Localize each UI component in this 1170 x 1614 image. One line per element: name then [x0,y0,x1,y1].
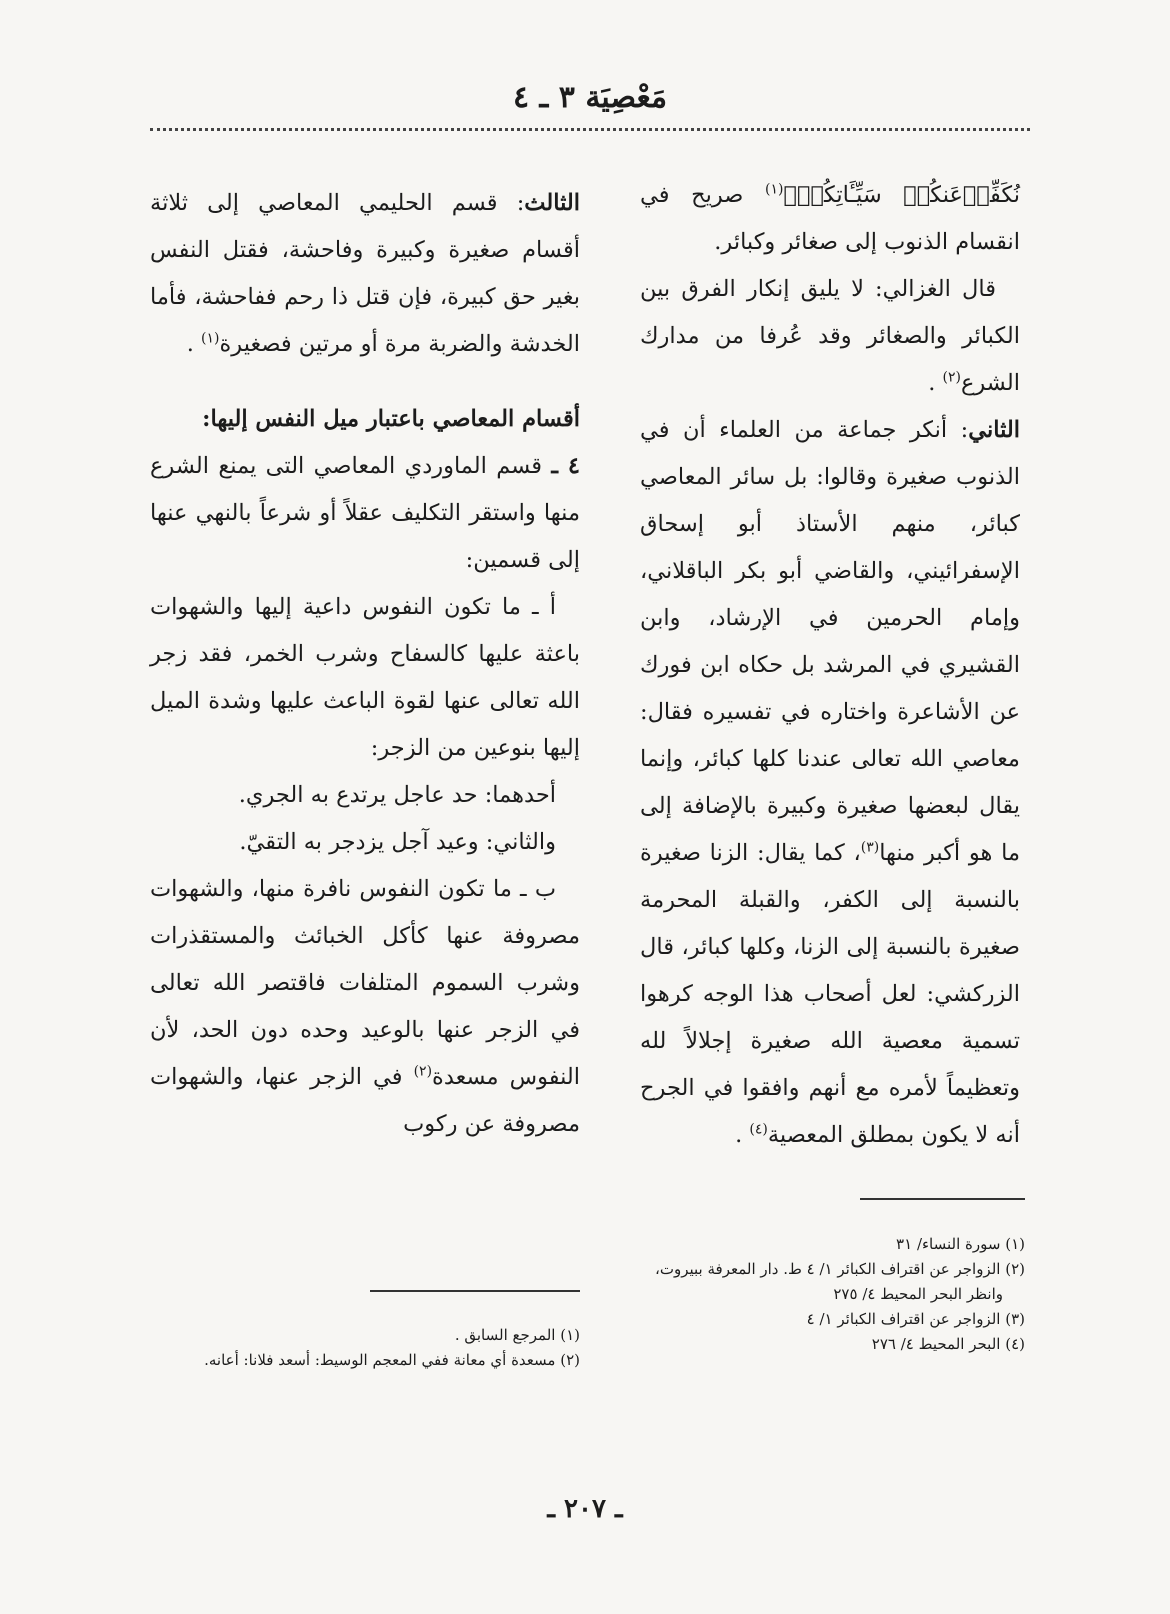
page-header-title: مَعْصِيَة ٣ ـ ٤ [512,80,668,115]
footnote-ref: (١) [764,181,784,198]
paragraph-text: ب ـ ما تكون النفوس نافرة منها، والشهوات مصروفة عنها كأكل الخبائث والمستقذرات وشرب السموم المتلفات فاقتصر الله تعالى في الزجر عنها بالوعيد وحده دون الحد، لأن النفوس مسعدة [150,876,580,1090]
paragraph-first-deterrent: أحدهما: حد عاجل يرتدع به الجري. [238,782,556,808]
footnote: (٢) الزواجر عن اقتراف الكبائر ١/ ٤ ط. دار المعرفة ببيروت، [655,1260,1025,1278]
paragraph-ghazali: قال الغزالي: لا يليق إنكار الفرق بين الكبائر والصغائر وقد عُرفا من مدارك الشرع$^{(٢)}$ . [640,276,1020,396]
paragraph-mawardi [150,443,580,584]
footnote: (٢) مسعدة أي معانة ففي المعجم الوسيط: أسعد فلانا: أعانه. [204,1351,580,1369]
left-column [150,180,580,1148]
header-dotted-rule [150,128,1030,131]
paragraph-text: : أنكر جماعة من العلماء أن في الذنوب صغيرة وقالوا: بل سائر المعاصي كبائر، منهم الأستاذ أبو إسحاق الإسفرائيني، والقاضي أبو بكر الباقلاني، وإمام الحرمين في الإرشاد، وابن القشيري في المرشد بل حكاه ابن فورك عن الأشاعرة واختاره في تفسيره فقال: معاصي الله تعالى عندنا كلها كبائر، وإنما يقال لبعضها صغيرة وكبيرة بالإضافة إلى ما هو أكبر منها [640,417,1020,866]
footnote-separator [370,1290,580,1292]
paragraph-text: : قسم الحليمي المعاصي إلى ثلاثة أقسام صغيرة وكبيرة وفاحشة، فقتل النفس بغير حق كبيرة، فإن قتل ذا رحم ففاحشة، فأما الخدشة والضربة مرة أو مرتين فصغيرة [150,190,580,357]
footnote-separator [860,1198,1025,1200]
footnote: (٤) البحر المحيط ٤/ ٢٧٦ [871,1335,1025,1353]
paragraph-second-opinion: الثاني: أنكر جماعة من العلماء أن في الذنوب صغيرة وقالوا: بل سائر المعاصي كبائر، منهم الأستاذ أبو إسحاق الإسفرائيني، والقاضي أبو بكر الباقلاني، وإمام الحرمين في الإرشاد، وابن القشيري في المرشد بل حكاه ابن فورك عن الأشاعرة واختاره في تفسيره فقال: معاصي الله تعالى عندنا كلها كبائر، وإنما يقال لبعضها صغيرة وكبيرة بالإضافة إلى ما هو أكبر منها$^{(٣)}$، كما يقال: الزنا صغيرة بالنسبة إلى الكفر، والقبلة المحرمة صغيرة بالنسبة إلى الزنا، وكلها كبائر، قال الزركشي: لعل أصحاب هذا الوجه كرهوا تسمية معصية الله صغيرة إجلالاً لله وتعظيماً لأمره مع أنهم وافقوا في الجرح أنه لا يكون بمطلق المعصية$^{(٤)}$ . [640,417,1020,1148]
footnote: (٣) الزواجر عن اقتراف الكبائر ١/ ٤ [806,1310,1025,1328]
paragraph-label: الثالث [524,190,580,216]
paragraph-text: في الزجر عنها، والشهوات مصروفة عن ركوب [150,1064,580,1137]
footnote: (١) سورة النساء/ ٣١ [896,1235,1025,1253]
footnote-ref: (٣) [860,839,880,856]
quran-verse: نُكَفِّرۡعَنكُمۡ سَيِّـَٔاتِكُمۡ﴾ [783,182,1021,208]
footnote-ref: (٤) [749,1121,768,1138]
right-column [640,172,1020,1159]
paragraph-text: قسم الماوردي المعاصي التى يمنع الشرع منها واستقر التكليف عقلاً أو شرعاً بالنهي عنها إلى قسمين: [150,453,580,573]
footnote: (١) المرجع السابق . [454,1326,580,1344]
paragraph-type-a: أ ـ ما تكون النفوس داعية إليها والشهوات باعثة عليها كالسفاح وشرب الخمر، فقد زجر الله تعالى عنها لقوة الباعث عليها وشدة الميل إليها بنوعين من الزجر: [150,594,580,761]
paragraph-label: الثاني [968,417,1020,443]
footnote-ref: (١) [201,330,220,347]
paragraph-second-deterrent: والثاني: وعيد آجل يزدجر به التقيّ. [239,829,556,855]
footnotes-right [630,1232,1025,1357]
section-heading: أقسام المعاصي باعتبار ميل النفس إليها: [202,406,580,432]
paragraph-text: قال الغزالي: لا يليق إنكار الفرق بين الكبائر والصغائر وقد عُرفا من مدارك الشرع [640,276,1020,396]
paragraph-text: صريح في انقسام الذنوب إلى صغائر وكبائر. [640,182,1020,255]
paragraph-third-opinion: الثالث: قسم الحليمي المعاصي إلى ثلاثة أقسام صغيرة وكبيرة وفاحشة، فقتل النفس بغير حق كبيرة، فإن قتل ذا رحم ففاحشة، فأما الخدشة والضربة مرة أو مرتين فصغيرة$^{(١)}$ . [150,190,580,357]
page-number: ـ ٢٠٧ ـ [547,1494,623,1524]
footnote-ref: (٢) [942,369,961,386]
paragraph-text: ، كما يقال: الزنا صغيرة بالنسبة إلى الكفر، والقبلة المحرمة صغيرة بالنسبة إلى الزنا، وكلها كبائر، قال الزركشي: لعل أصحاب هذا الوجه كرهوا تسمية معصية الله صغيرة إجلالاً لله وتعظيماً لأمره مع أنهم وافقوا في الجرح أنه لا يكون بمطلق المعصية [640,840,1020,1148]
section-number: ٤ ـ [551,453,581,479]
footnotes-left [150,1323,580,1373]
paragraph-type-b [150,866,580,1148]
footnote-ref: (٢) [413,1063,433,1080]
footnote-continuation: وانظر البحر المحيط ٤/ ٢٧٥ [833,1285,1003,1303]
paragraph-quran-verse [640,172,1020,266]
